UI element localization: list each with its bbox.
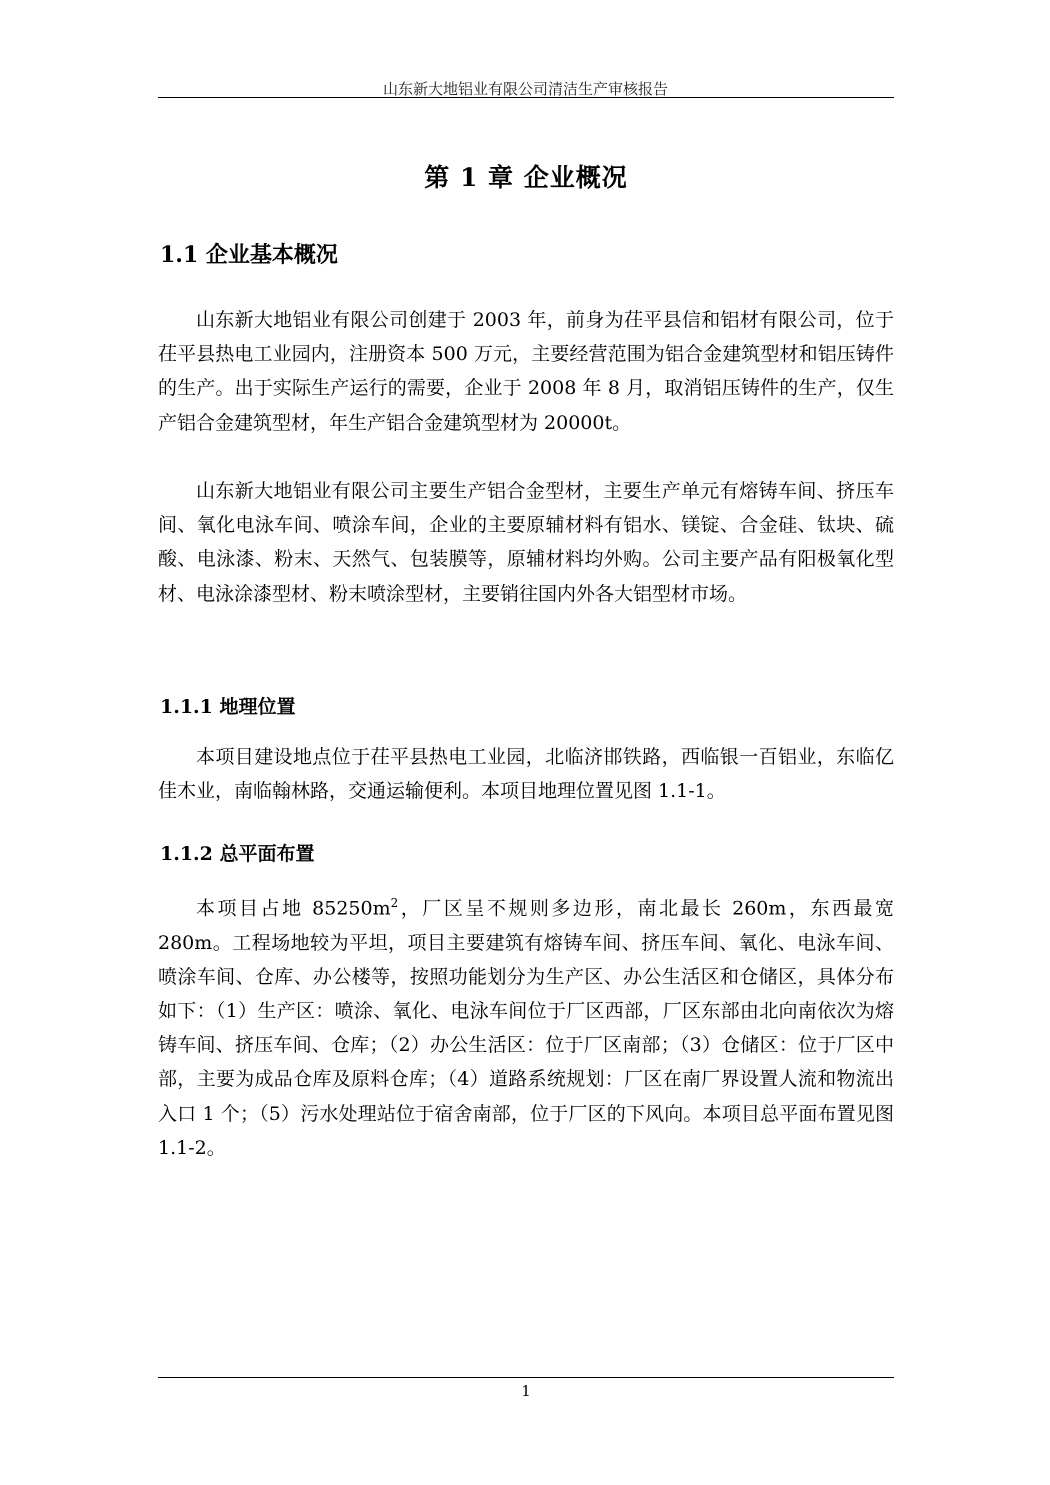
subsection-paragraph-location: 本项目建设地点位于茌平县热电工业园，北临济邯铁路，西临银一百铝业，东临亿佳木业，南临翰林路，交通运输便利。本项目地理位置见图 1.1-1。 (158, 746, 894, 803)
section-paragraph-1: 山东新大地铝业有限公司创建于 2003 年，前身为茌平县信和铝材有限公司，位于茌平县热电工业园内，注册资本 500 万元，主要经营范围为铝合金建筑型材和铝压铸件的生产。出于实际生产运行的需要，企业于 2008 年 8 月，取消铝压铸件的生产，仅生产铝合金建筑型材，年生产铝合金建筑型材为 20000t。 (158, 309, 894, 434)
subsection-title-layout: 1.1.2 总平面布置 (160, 843, 315, 865)
subsection-paragraph-layout (158, 886, 894, 1165)
subsection-title-location: 1.1.1 地理位置 (160, 696, 296, 718)
footer-divider (158, 1377, 894, 1378)
section-paragraph-2: 山东新大地铝业有限公司主要生产铝合金型材，主要生产单元有熔铸车间、挤压车间、氧化电泳车间、喷涂车间，企业的主要原辅材料有铝水、镁锭、合金硅、钛块、硫酸、电泳漆、粉末、天然气、包装膜等，原辅材料均外购。公司主要产品有阳极氧化型材、电泳涂漆型材、粉末喷涂型材，主要销往国内外各大铝型材市场。 (158, 480, 894, 605)
header-divider (158, 97, 894, 98)
section-title: 1.1 企业基本概况 (160, 242, 338, 268)
page-number: 1 (521, 1382, 531, 1400)
layout-text-rest: ，厂区呈不规则多边形，南北最长 260m，东西最宽 280m。工程场地较为平坦，项目主要建筑有熔铸车间、挤压车间、氧化、电泳车间、喷涂车间、仓库、办公楼等，按照功能划分为生产区、办公生活区和仓储区，具体分布如下：（1）生产区：喷涂、氧化、电泳车间位于厂区西部，厂区东部由北向南依次为熔铸车间、挤压车间、仓库；（2）办公生活区：位于厂区南部；（3）仓储区：位于厂区中部，主要为成品仓库及原料仓库；（4）道路系统规划：厂区在南厂界设置人流和物流出入口 1 个；（5）污水处理站位于宿舍南部，位于厂区的下风向。本项目总平面布置见图 1.1-2。 (158, 897, 895, 1159)
area-unit-superscript: 2 (390, 896, 399, 910)
chapter-title: 第 1 章 企业概况 (424, 163, 628, 192)
running-header: 山东新大地铝业有限公司清洁生产审核报告 (382, 80, 668, 98)
layout-text-start: 本项目占地 85250m (196, 897, 391, 920)
